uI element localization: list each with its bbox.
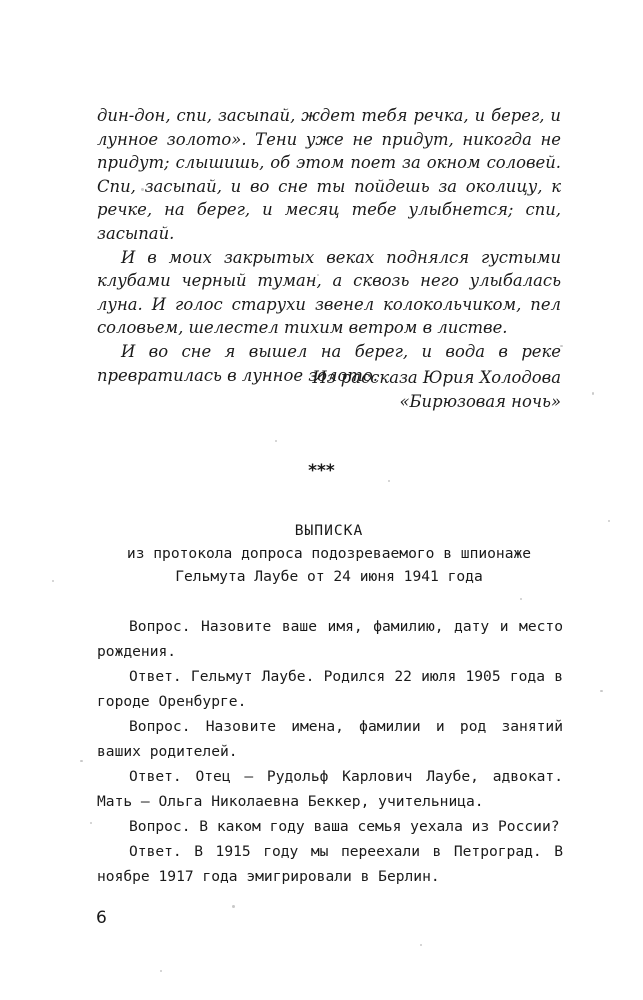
transcript-question: Вопрос. В каком году ваша семья уехала из России?: [129, 818, 560, 835]
interrogation-transcript: [97, 614, 563, 889]
transcript-answer: Ответ. В 1915 году мы переехали в Петроград. В ноябре 1917 года эмигрировали в Берлин.: [97, 843, 563, 885]
transcript-answer: Ответ. Отец – Рудольф Карлович Лаубе, адвокат. Мать – Ольга Николаевна Беккер, учительница.: [97, 768, 563, 810]
story-paragraph: И во сне я вышел на берег, и вода в реке превратилась в лунное золото.: [97, 341, 561, 385]
attribution-title: «Бирюзовая ночь»: [399, 392, 561, 411]
transcript-answer: Ответ. Гельмут Лаубе. Родился 22 июля 1905 года в городе Оренбурге.: [97, 668, 563, 710]
extract-subtitle-line1: из протокола допроса подозреваемого в шпионаже: [126, 545, 532, 562]
story-attribution: [261, 366, 561, 414]
story-paragraph: дин-дон, спи, засыпай, ждет тебя речка, и берег, и лунное золото». Тени уже не придут, никогда не придут; слышишь, об этом поет за окном соловей. Спи, засыпай, и во сне ты пойдешь за околицу, к речке, на берег, и месяц тебе улыбнется; спи, засыпай.: [97, 106, 561, 243]
section-separator: ***: [308, 461, 335, 481]
attribution-source: Из рассказа Юрия Холодова: [312, 368, 561, 387]
extract-subtitle-line2: Гельмута Лаубе от 24 июня 1941 года: [175, 568, 483, 585]
transcript-question: Вопрос. Назовите имена, фамилии и род занятий ваших родителей.: [97, 718, 563, 760]
story-paragraph: И в моих закрытых веках поднялся густыми клубами черный туман, а сквозь него улыбалась луна. И голос старухи звенел колокольчиком, пел соловьем, шелестел тихим ветром в листве.: [97, 247, 561, 338]
extract-title: ВЫПИСКА: [294, 522, 364, 539]
transcript-question: Вопрос. Назовите ваше имя, фамилию, дату и место рождения.: [97, 618, 563, 660]
story-excerpt: [97, 104, 561, 387]
page-number: 6: [96, 908, 107, 928]
